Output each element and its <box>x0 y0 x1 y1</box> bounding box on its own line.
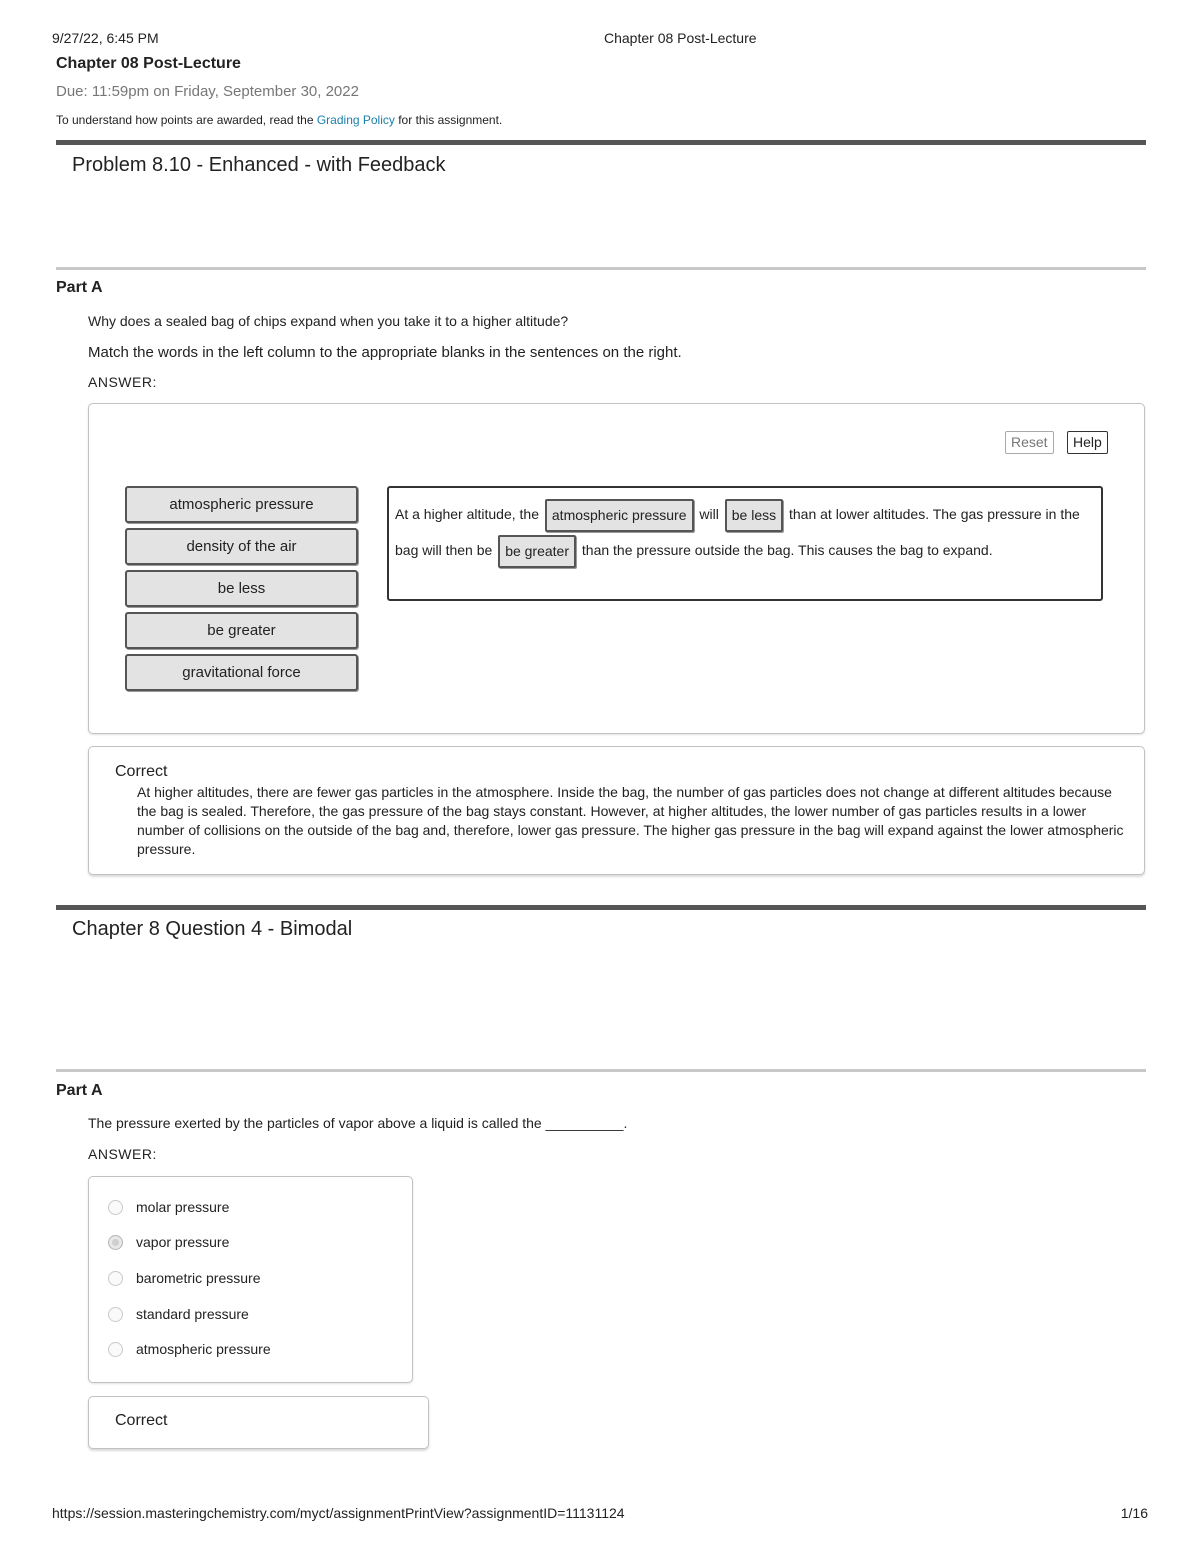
reset-button[interactable]: Reset <box>1005 431 1054 454</box>
instruction-text: Match the words in the left column to the appropriate blanks in the sentences on the right. <box>88 344 682 361</box>
option-label: atmospheric pressure <box>136 1341 271 1357</box>
question-text: The pressure exerted by the particles of vapor above a liquid is called the __________. <box>88 1115 628 1131</box>
print-url: https://session.masteringchemistry.com/myct/assignmentPrintView?assignmentID=11131124 <box>52 1505 625 1521</box>
radio-button[interactable] <box>108 1342 123 1357</box>
help-button[interactable]: Help <box>1067 431 1108 454</box>
feedback-text: At higher altitudes, there are fewer gas particles in the atmosphere. Inside the bag, the number of gas particles does not change at different altitudes because the bag is sealed. Therefore, the gas pressure of the bag stays constant. However, at higher altitudes, the lower number of gas particles results in a lower number of collisions on the outside of the bag and, therefore, lower gas pressure. The higher gas pressure in the bag will expand against the lower atmospheric pressure. <box>137 784 1124 857</box>
option-barometric-pressure[interactable] <box>108 1268 261 1288</box>
sentence-drop-area <box>387 486 1103 601</box>
page-number: 1/16 <box>1120 1505 1148 1521</box>
word-chip-density-of-the-air[interactable]: density of the air <box>125 528 358 565</box>
print-datetime: 9/27/22, 6:45 PM <box>52 30 159 46</box>
option-label: vapor pressure <box>136 1234 230 1250</box>
feedback-title: Correct <box>115 1412 168 1429</box>
sentence-text: At a higher altitude, the <box>395 506 539 522</box>
section-divider <box>56 905 1146 910</box>
grading-policy-link[interactable]: Grading Policy <box>316 113 395 127</box>
feedback-box <box>88 746 1145 875</box>
word-chip-be-greater[interactable]: be greater <box>125 612 358 649</box>
sentence-text: will <box>699 506 719 522</box>
radio-button[interactable] <box>108 1200 123 1215</box>
word-chip-gravitational-force[interactable]: gravitational force <box>125 654 358 691</box>
part-divider <box>56 267 1146 270</box>
print-document-title: Chapter 08 Post-Lecture <box>604 30 757 46</box>
option-molar-pressure[interactable] <box>108 1197 229 1217</box>
problem-title: Chapter 8 Question 4 - Bimodal <box>72 918 353 940</box>
section-divider <box>56 140 1146 145</box>
sentence-text: than the pressure outside the bag. This causes the bag to expand. <box>581 542 993 558</box>
radio-button-selected[interactable] <box>108 1235 123 1250</box>
option-atmospheric-pressure[interactable] <box>108 1339 271 1359</box>
due-date: Due: 11:59pm on Friday, September 30, 2022 <box>56 83 359 100</box>
option-label: standard pressure <box>136 1306 249 1322</box>
option-vapor-pressure[interactable] <box>108 1232 229 1252</box>
blank-slot-1[interactable]: atmospheric pressure <box>545 499 694 532</box>
part-divider <box>56 1069 1146 1072</box>
answer-label: ANSWER: <box>88 1146 157 1162</box>
question-text: Why does a sealed bag of chips expand when you take it to a higher altitude? <box>88 313 569 329</box>
word-chip-be-less[interactable]: be less <box>125 570 358 607</box>
part-label: Part A <box>56 279 103 296</box>
blank-slot-2[interactable]: be less <box>725 499 783 532</box>
policy-suffix: for this assignment. <box>394 113 503 127</box>
feedback-box <box>88 1396 429 1449</box>
problem-title: Problem 8.10 - Enhanced - with Feedback <box>72 154 446 176</box>
sentence-text: than at lower altitudes. The gas pressure in the bag will then be <box>395 506 1080 558</box>
policy-prefix: To understand how points are awarded, read the <box>56 113 317 127</box>
part-label: Part A <box>56 1082 103 1099</box>
option-standard-pressure[interactable] <box>108 1304 249 1324</box>
word-chip-atmospheric-pressure[interactable]: atmospheric pressure <box>125 486 358 523</box>
feedback-title: Correct <box>115 763 168 780</box>
radio-button[interactable] <box>108 1271 123 1286</box>
option-label: barometric pressure <box>136 1270 261 1286</box>
grading-policy-note <box>56 113 502 127</box>
option-label: molar pressure <box>136 1199 230 1215</box>
radio-button[interactable] <box>108 1307 123 1322</box>
assignment-title: Chapter 08 Post-Lecture <box>56 55 241 72</box>
answer-label: ANSWER: <box>88 374 157 390</box>
blank-slot-3[interactable]: be greater <box>498 535 576 568</box>
